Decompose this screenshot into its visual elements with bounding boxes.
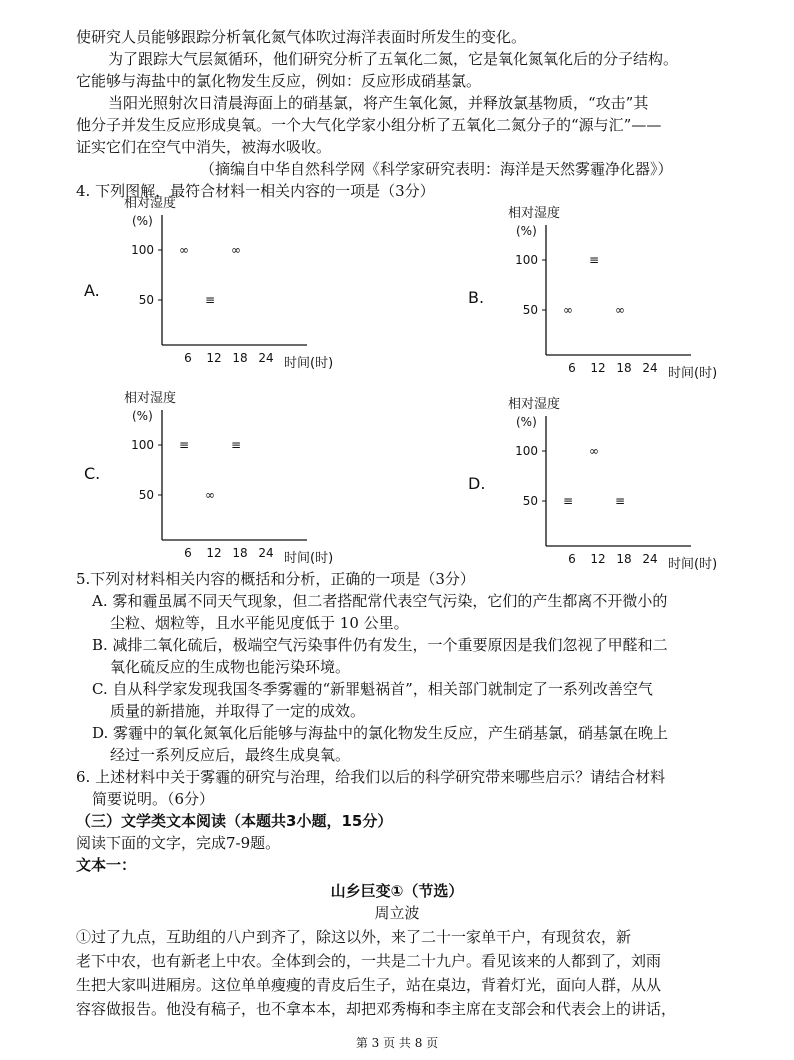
passage-line-3: 它能够与海盐中的氯化物发生反应，例如：反应形成硝基氯。 <box>76 72 482 90</box>
graph-d-xlabel: 时间(时) <box>668 557 718 572</box>
question-5-option-d-line2: 经过一系列反应后，最终生成臭氧。 <box>110 746 351 764</box>
graph-b-xtick-label: 24 <box>642 361 658 375</box>
graph-c-point: ∞ <box>205 488 215 502</box>
question-5-option-c-line2: 质量的新措施，并取得了一定的成效。 <box>110 702 366 720</box>
passage-line-4: 当阳光照射次日清晨海面上的硝基氯，将产生氧化氮，并释放氯基物质，“攻击”其 <box>108 94 649 112</box>
graph-c-xtick-label: 18 <box>232 546 248 560</box>
graph-d-point: ≡ <box>614 494 626 508</box>
graph-c-ytick-label: 50 <box>138 488 154 502</box>
graph-d-xtick-label: 6 <box>568 552 576 566</box>
graph-b-yunit: (%) <box>516 224 537 238</box>
passage-line-5: 他分子并发生反应形成臭氧。一个大气化学家小组分析了五氧化二氮分子的“源与汇”—— <box>76 116 662 134</box>
graph-a-ytick-label: 50 <box>138 293 154 307</box>
graph-c-xtick-label: 24 <box>258 546 274 560</box>
graph-a-xtick-label: 18 <box>232 351 248 365</box>
question-5-option-a-line2: 尘粒、烟粒等，且水平能见度低于 10 公里。 <box>110 614 409 632</box>
question-6-line1: 6. 上述材料中关于雾霾的研究与治理，给我们以后的科学研究带来哪些启示？请结合材料 <box>76 768 666 786</box>
passage-line-2: 为了跟踪大气层氮循环，他们研究分析了五氧化二氮，它是氧化氮氧化后的分子结构。 <box>108 50 679 68</box>
passage-line-1: 使研究人员能够跟踪分析氧化氮气体吹过海洋表面时所发生的变化。 <box>76 28 527 46</box>
graph-d-xtick-label: 18 <box>616 552 632 566</box>
novel-line-4: 容容做报告。他没有稿子，也不拿本本，却把邓秀梅和李主席在支部会和代表会上的讲话， <box>76 1000 677 1018</box>
graph-b-xlabel: 时间(时) <box>668 366 718 381</box>
novel-author: 周立波 <box>374 904 420 922</box>
novel-line-3: 生把大家叫进厢房。这位单单瘦瘦的青皮后生子，站在桌边，背着灯光，面向人群，从从 <box>76 976 662 994</box>
graph-a-yunit: (%) <box>132 214 153 228</box>
graph-c-xlabel: 时间(时) <box>284 551 334 566</box>
text-one-label: 文本一： <box>76 856 137 874</box>
graph-d-xtick-label: 24 <box>642 552 658 566</box>
graph-a-xtick-label: 24 <box>258 351 274 365</box>
novel-title: 山乡巨变①（节选） <box>330 882 464 900</box>
source-citation: （摘编自中华自然科学网《科学家研究表明：海洋是天然雾霾净化器》） <box>200 160 673 178</box>
graph-d-xtick-label: 12 <box>590 552 606 566</box>
question-4-stem: 4. 下列图解，最符合材料一相关内容的一项是（3分） <box>76 182 435 200</box>
graph-a-ytick-label: 100 <box>131 243 154 257</box>
graph-c-xtick-label: 12 <box>206 546 222 560</box>
graph-d-ytick-label: 50 <box>522 494 538 508</box>
graph-c-letter: C. <box>84 464 101 483</box>
question-5-stem: 5.下列对材料相关内容的概括和分析，正确的一项是（3分） <box>76 570 475 588</box>
novel-line-2: 老下中农，也有新老上中农。全体到会的，一共是二十九户。看见该来的人都到了，刘雨 <box>76 952 662 970</box>
question-5-option-a-line1: A. 雾和霾虽属不同天气现象，但二者搭配常代表空气污染，它们的产生都离不开微小的 <box>92 592 668 610</box>
graph-d-point: ∞ <box>589 444 599 458</box>
graph-b-ytick-label: 100 <box>515 253 538 267</box>
question-5-option-b-line1: B. 减排二氧化硫后，极端空气污染事件仍有发生，一个重要原因是我们忽视了甲醛和二 <box>92 636 668 654</box>
graph-a-point: ∞ <box>231 243 241 257</box>
graph-d-ytick-label: 100 <box>515 444 538 458</box>
graph-a-xlabel: 时间(时) <box>284 356 334 371</box>
question-5-option-b-line2: 氧化硫反应的生成物也能污染环境。 <box>110 658 351 676</box>
graph-a-point: ∞ <box>179 243 189 257</box>
graph-b-xtick-label: 18 <box>616 361 632 375</box>
graph-b-ytick-label: 50 <box>522 303 538 317</box>
graph-a-point: ≡ <box>204 293 216 307</box>
graph-c-ytick-label: 100 <box>131 438 154 452</box>
graph-c-point: ≡ <box>178 438 190 452</box>
graph-b-letter: B. <box>468 288 485 307</box>
graph-d-yunit: (%) <box>516 415 537 429</box>
graph-a-letter: A. <box>84 281 100 300</box>
section-3-heading: （三）文学类文本阅读（本题共3小题，15分） <box>76 812 393 830</box>
graph-c-yunit: (%) <box>132 409 153 423</box>
graph-b-point: ∞ <box>563 303 573 317</box>
graph-d-ylabel: 相对湿度 <box>508 397 561 412</box>
graph-a-xtick-label: 6 <box>184 351 192 365</box>
graph-b-point: ≡ <box>588 253 600 267</box>
graph-d-point: ≡ <box>562 494 574 508</box>
graph-b-xtick-label: 12 <box>590 361 606 375</box>
graph-b-ylabel: 相对湿度 <box>508 206 561 221</box>
graph-a-xtick-label: 12 <box>206 351 222 365</box>
question-5-option-c-line1: C. 自从科学家发现我国冬季雾霾的“新罪魁祸首”，相关部门就制定了一系列改善空气 <box>92 680 653 698</box>
graph-b-point: ∞ <box>615 303 625 317</box>
page-footer: 第 3 页 共 8 页 <box>355 1036 439 1050</box>
graph-c-point: ≡ <box>230 438 242 452</box>
section-3-instruction: 阅读下面的文字，完成7-9题。 <box>76 834 281 852</box>
graph-a-ylabel: 相对湿度 <box>124 196 177 211</box>
graph-c-ylabel: 相对湿度 <box>124 391 177 406</box>
question-5-option-d-line1: D. 雾霾中的氧化氮氧化后能够与海盐中的氯化物发生反应，产生硝基氯，硝基氯在晚上 <box>92 724 669 742</box>
passage-line-6: 证实它们在空气中消失，被海水吸收。 <box>76 138 332 156</box>
question-6-line2: 简要说明。（6分） <box>92 790 215 808</box>
novel-line-1: ①过了九点，互助组的八户到齐了，除这以外，来了二十一家单干户，有现贫农，新 <box>76 928 632 946</box>
graph-d-letter: D. <box>468 474 486 493</box>
graph-c-xtick-label: 6 <box>184 546 192 560</box>
graph-b-xtick-label: 6 <box>568 361 576 375</box>
